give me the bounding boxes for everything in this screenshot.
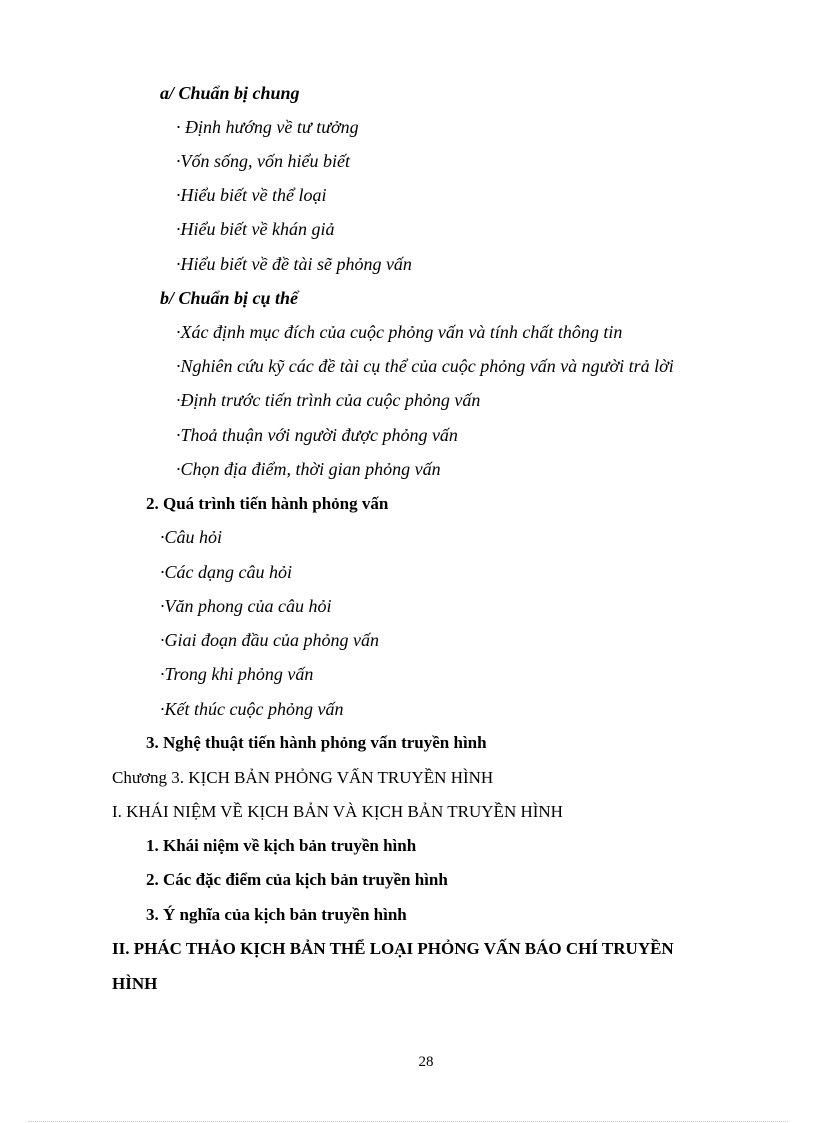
section-3-heading: 3. Nghệ thuật tiến hành phỏng vấn truyền hình: [146, 733, 487, 752]
list-item: ·Xác định mục đích của cuộc phỏng vấn và tính chất thông tin: [176, 322, 623, 342]
part-2-title: II. PHÁC THẢO KỊCH BẢN THỂ LOẠI PHỎNG VẤN BÁO CHÍ TRUYỀN: [112, 939, 674, 958]
list-item: ·Chọn địa điểm, thời gian phỏng vấn: [176, 459, 441, 479]
list-item: ·Các dạng câu hỏi: [160, 562, 292, 582]
list-item: · Định hướng về tư tưởng: [176, 117, 359, 137]
section-2-heading: 2. Quá trình tiến hành phỏng vấn: [146, 494, 389, 513]
list-item: ·Định trước tiến trình của cuộc phỏng vấn: [176, 390, 481, 410]
list-item: ·Văn phong của câu hỏi: [160, 596, 332, 616]
list-item: ·Trong khi phỏng vấn: [160, 664, 314, 684]
list-item: ·Câu hỏi: [160, 527, 223, 547]
list-item: ·Hiểu biết về thể loại: [176, 185, 327, 205]
section-b-heading: b/ Chuẩn bị cụ thể: [160, 288, 299, 308]
list-item: ·Nghiên cứu kỹ các đề tài cụ thể của cuộc phỏng vấn và người trả lời: [176, 356, 674, 376]
list-item: ·Giai đoạn đầu của phỏng vấn: [160, 630, 379, 650]
part-1-item: 3. Ý nghĩa của kịch bản truyền hình: [146, 905, 407, 924]
section-a-heading: a/ Chuẩn bị chung: [160, 83, 300, 103]
footer-divider: [28, 1121, 788, 1122]
list-item: ·Thoả thuận với người được phỏng vấn: [176, 425, 458, 445]
list-item: ·Kết thúc cuộc phỏng vấn: [160, 699, 344, 719]
part-1-item: 1. Khái niệm về kịch bản truyền hình: [146, 836, 417, 855]
chapter-title: Chương 3. KỊCH BẢN PHỎNG VẤN TRUYỀN HÌNH: [112, 768, 494, 787]
part-1-item: 2. Các đặc điểm của kịch bản truyền hình: [146, 870, 448, 889]
part-2-title-continuation: HÌNH: [112, 974, 158, 993]
part-1-title: I. KHÁI NIỆM VỀ KỊCH BẢN VÀ KỊCH BẢN TRUYỀN HÌNH: [112, 802, 563, 821]
list-item: ·Hiểu biết về khán giả: [176, 219, 335, 239]
list-item: ·Vốn sống, vốn hiểu biết: [176, 151, 350, 171]
page-number: 28: [418, 1054, 434, 1070]
list-item: ·Hiểu biết về đề tài sẽ phỏng vấn: [176, 254, 412, 274]
